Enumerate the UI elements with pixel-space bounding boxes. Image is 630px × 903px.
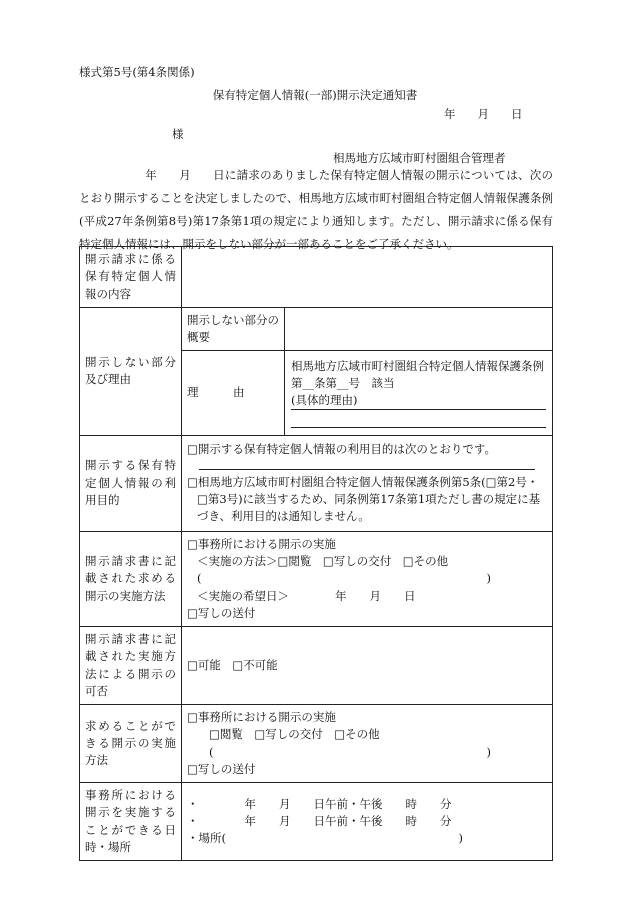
method-type: ＜実施の方法＞□閲覧 □写しの交付 □その他 — [197, 554, 449, 568]
issue-date — [444, 106, 523, 123]
purpose-option-1: □開示する保有特定個人情報の利用目的は次のとおりです。 — [187, 442, 496, 457]
field-requested-info — [182, 247, 553, 308]
method-desired-date: ＜実施の希望日＞ 年 月 日 — [197, 588, 416, 603]
place-open: ・場所( — [187, 831, 226, 846]
label-available-method: 求めることができる開示の実施方法 — [80, 705, 182, 783]
recipient-suffix: 様 — [172, 127, 184, 141]
method-mail: □写しの送付 — [187, 605, 256, 620]
purpose-option-2a: □相馬地方広域市町村圏組合特定個人情報保護条例第5条(□第2号・ — [187, 474, 539, 489]
reason-detail-label: (具体的理由) — [291, 392, 546, 410]
field-purpose — [182, 435, 553, 531]
disclosure-table — [79, 246, 553, 861]
method-other-open: ( — [197, 571, 202, 586]
datetime-1: ・ 年 月 日午前・午後 時 分 — [187, 796, 452, 811]
reason-article: 第__条第__号 該当 — [291, 375, 395, 390]
field-requested-method — [182, 531, 553, 626]
date-day: 日 — [511, 107, 523, 121]
purpose-blank-line — [199, 459, 535, 470]
available-other — [187, 744, 547, 761]
label-nondisclosed-summary: 開示しない部分の概要 — [182, 308, 285, 351]
method-other-close: ) — [486, 571, 491, 586]
notice-body — [79, 164, 553, 256]
field-reason — [285, 351, 553, 435]
label-reason: 理 由 — [182, 351, 285, 435]
place-close: ) — [458, 831, 463, 846]
label-requested-method: 開示請求書に記載された求める開示の実施方法 — [80, 531, 182, 626]
issuer-name: 相馬地方広域市町村圏組合管理者 — [333, 151, 506, 165]
available-mail: □写しの送付 — [187, 761, 256, 776]
available-office: □事務所における開示の実施 — [187, 710, 336, 724]
form-number: 様式第5号(第4条関係) — [79, 65, 195, 79]
body-year: 年 — [145, 168, 157, 182]
field-nondisclosed-summary — [285, 308, 553, 351]
datetime-2: ・ 年 月 日午前・午後 時 分 — [187, 813, 452, 828]
available-other-open: ( — [209, 744, 214, 759]
purpose-option-2b: □第3号)に該当するため、同条例第17条第1項ただし書の規定に基 — [197, 491, 541, 506]
reason-detail-line — [291, 410, 546, 428]
body-month: 月 — [178, 168, 191, 182]
method-other — [187, 570, 547, 587]
field-available-method — [182, 705, 553, 783]
method-office: □事務所における開示の実施 — [187, 536, 336, 551]
label-purpose: 開示する保有特定個人情報の利用目的 — [80, 435, 182, 531]
nondisclosed-subtable — [182, 308, 552, 435]
date-year: 年 — [444, 107, 456, 121]
body-text: 日に請求のありました保有特定個人情報の開示については、次のとおり開示することを決定しましたので、相馬地方広域市町村圏組合特定個人情報保護条例(平成27年条例第8号)第17条第1項の規定により通知します。ただし、開示請求に係る保有特定個人情報には、開示をしない部分が一部あることをご了承ください。 — [79, 168, 553, 251]
available-other-close: ) — [486, 744, 491, 759]
date-month: 月 — [477, 107, 489, 121]
place — [187, 830, 547, 847]
document-title: 保有特定個人情報(一部)開示決定通知書 — [212, 88, 418, 102]
label-nondisclosed: 開示しない部分及び理由 — [80, 307, 182, 435]
reason-law: 相馬地方広域市町村圏組合特定個人情報保護条例 — [291, 358, 544, 373]
available-type: □閲覧 □写しの交付 □その他 — [209, 727, 380, 742]
label-datetime-place: 事務所における開示を実施することができる日時・場所 — [80, 783, 182, 861]
field-datetime-place — [182, 783, 553, 861]
label-requested-info: 開示請求に係る保有特定個人情報の内容 — [80, 247, 182, 308]
purpose-option-2c: づき、利用目的は通知しません。 — [197, 509, 370, 523]
field-method-availability: □可能 □不可能 — [182, 627, 553, 705]
label-method-availability: 開示請求書に記載された実施方法による開示の可否 — [80, 627, 182, 705]
